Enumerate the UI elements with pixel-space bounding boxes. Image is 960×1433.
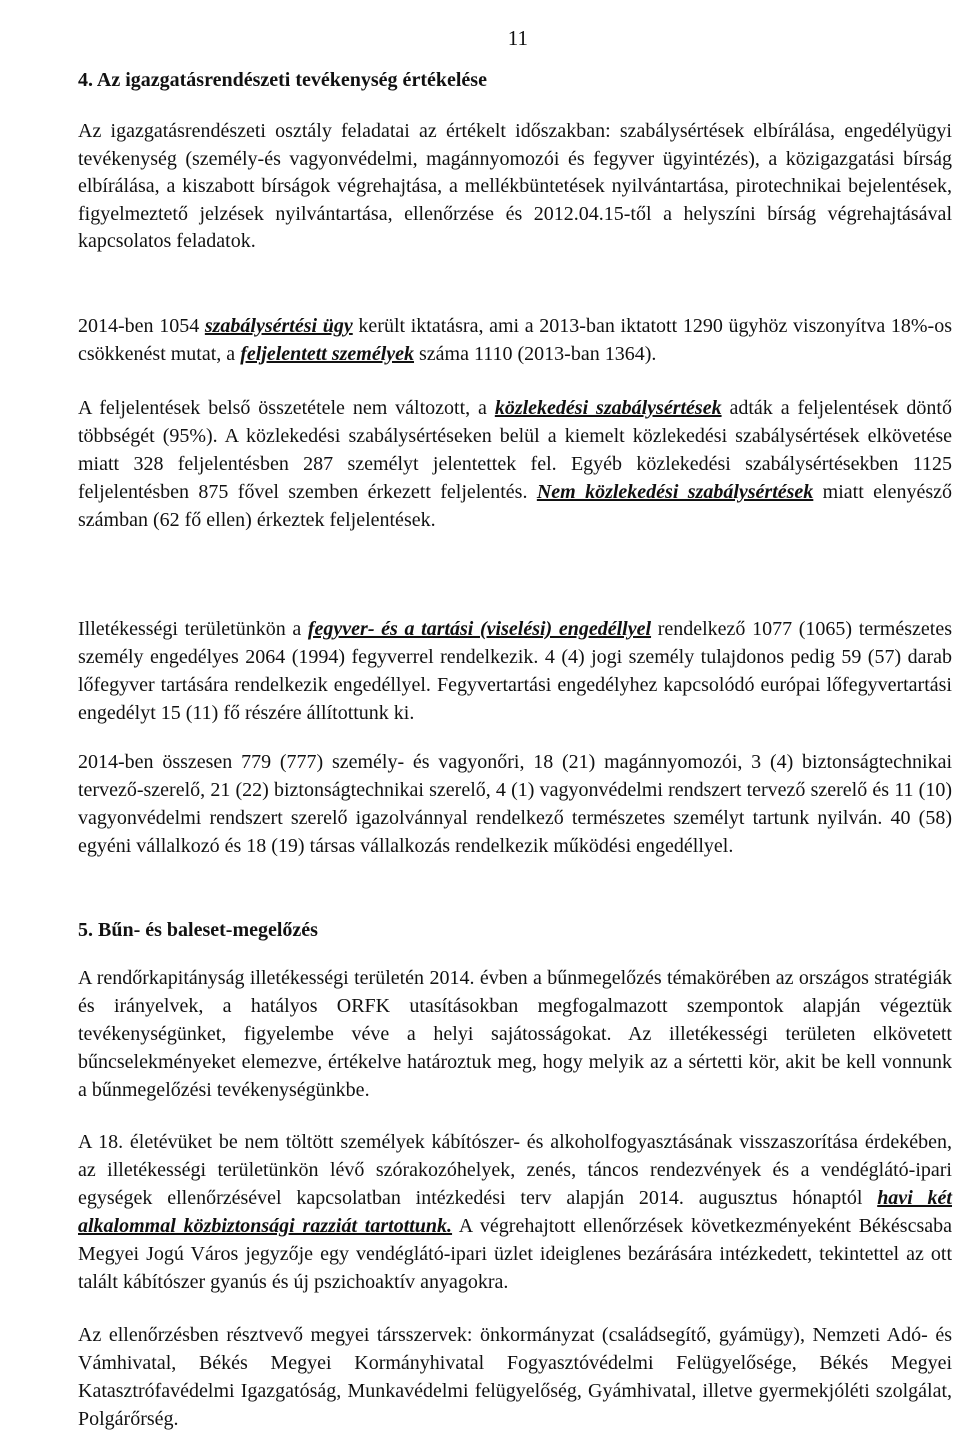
text-run: száma 1110 (2013-ban 1364). [414,342,657,365]
text-run: A végrehajtott ellenőrzések következményeként Békéscsaba Megyei Jogú Város jegyzője egy vendéglátó-ipari üzlet ideiglenes bezárására intézkedett, tekintettel az ott talált kábítószer gyanús és új pszichoaktív anyagokra. [78,1215,952,1293]
emphasis-misdemeanour-case: szabálysértési ügy [204,315,353,337]
emphasis-non-traffic-offences: Nem közlekedési szabálysértések [536,481,814,503]
emphasis-traffic-offences: közlekedési szabálysértések [494,397,722,419]
emphasis-reported-persons: feljelentett személyek [240,342,415,365]
text-run: adták a feljelentések döntő többségét (95%). A közlekedési szabálysértéseken belül a kiemelt közlekedési szabálysértések elkövetése miatt 328 feljelentésben 287 személyt jelentettek fel. Egyéb közlekedési szabálysértésekben 1125 feljelentésben 875 fővel szemben érkezett feljelentés. [78,397,952,503]
paragraph-firearms-licences [78,615,952,727]
emphasis-firearm-licence: fegyver- és a tartási (viselési) engedéllyel [307,618,652,640]
page-number: 11 [507,26,528,50]
text-run: került iktatásra, ami a 2013-ban iktatott 1290 ügyhöz viszonyítva 18%-os csökkenést mutat, a [78,315,952,365]
text-run: miatt elenyésző számban (62 fő ellen) érkeztek feljelentések. [78,481,953,531]
section-5-heading: 5. Bűn- és baleset-megelőzés [78,919,318,941]
text-run: 2014-ben 1054 [78,315,205,337]
paragraph-duties: Az igazgatásrendészeti osztály feladatai az értékelt időszakban: szabálysértések elbírálása, engedélyügyi tevékenység (személy-és vagyonvédelmi, magánnyomozói és fegyver ügyintézés), a közigazgatási bírság elbírálása, a kiszabott bírságok végrehajtása, a mellékbüntetések nyilvántartása, pirotechnikai bejelentések, figyelmeztető jelzések nyilvántartása, ellenőrzése és 2012.04.15-től a helyszíni bírság végrehajtásával kapcsolatos feladatok. [78,120,952,252]
paragraph-misdemeanour-cases [78,313,952,368]
paragraph-security-registrations: 2014-ben összesen 779 (777) személy- és vagyonőri, 18 (21) magánnyomozói, 3 (4) biztonságtechnikai tervező-szerelő, 21 (22) biztonságtechnikai szerelő, 4 (1) vagyonvédelmi rendszert tervező szerelő és 11 (10) vagyonvédelmi rendszert szerelő igazolvánnyal rendelkező természetes személyt tartunk nyilván. 40 (58) egyéni vállalkozó és 18 (19) társas vállalkozás rendelkezik működési engedéllyel. [78,751,952,857]
paragraph-partner-agencies: Az ellenőrzésben résztvevő megyei társszervek: önkormányzat (családsegítő, gyámügy), Nemzeti Adó- és Vámhivatal, Békés Megyei Kormányhivatal Fogyasztóvédelmi Felügyelősége, Békés Megyei Katasztrófavédelmi Igazgatóság, Munkavédelmi felügyelőség, Gyámhivatal, illetve gyermekjóléti szolgálat, Polgárőrség. [78,1324,952,1430]
text-run: Illetékességi területünkön a [78,618,308,640]
paragraph-reports-composition [78,394,952,534]
section-4-heading: 4. Az igazgatásrendészeti tevékenység értékelése [78,69,487,91]
text-run: A 18. életévüket be nem töltött személyek kábítószer- és alkoholfogyasztásának visszaszorítása érdekében, az illetékességi területünkön lévő szórakozóhelyek, zenés, táncos rendezvények és a vendéglátó-ipari egységek ellenőrzésével kapcsolatban intézkedési terv alapján 2014. augusztus hónaptól [78,1131,952,1209]
paragraph-raids [78,1128,952,1296]
emphasis-raids: havi két alkalommal közbiztonsági razziát tartottunk. [78,1187,952,1237]
text-run: rendelkező 1077 (1065) természetes személy engedélyes 2064 (1994) fegyverrel rendelkezik. 4 (4) jogi személy tulajdonos pedig 59 (57) darab lőfegyver tartására rendelkezik engedéllyel. Fegyvertartási engedélyhez kapcsolódó európai lőfegyvertartási engedélyt 15 (11) fő részére állítottunk ki. [78,618,952,724]
paragraph-crime-prevention: A rendőrkapitányság illetékességi területén 2014. évben a bűnmegelőzés témakörében az országos stratégiák és irányelvek, a hatályos ORFK utasításokban megfogalmazott szempontok alapján végeztük tevékenységünket, figyelembe véve a helyi sajátosságokat. Az illetékességi területen elkövetett bűncselekményeket elemezve, értékelve határoztuk meg, hogy melyik az a sértetti kör, akit be kell vonnunk a bűnmegelőzési tevékenységünkbe. [78,967,952,1101]
text-run: A feljelentések belső összetétele nem változott, a [78,397,495,419]
